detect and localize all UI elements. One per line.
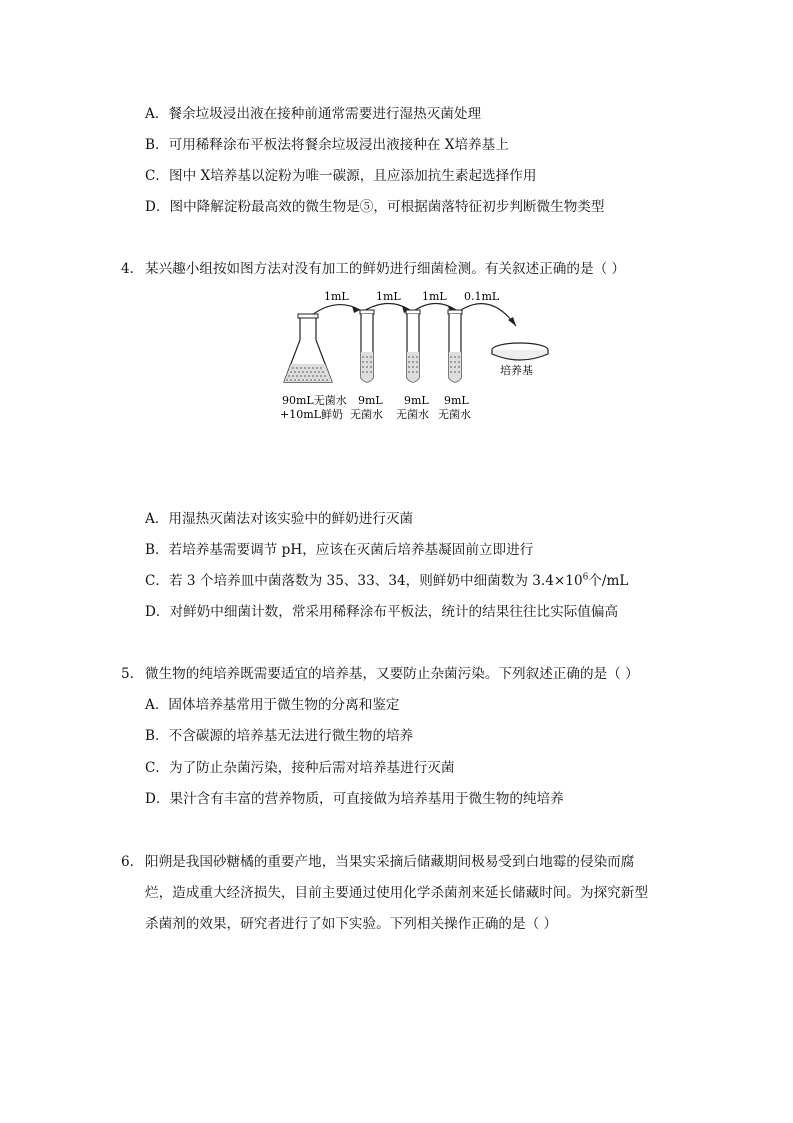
transfer-label-2: 1mL (376, 290, 401, 303)
tube3-label-2: 无菌水 (438, 408, 471, 421)
question-5-number: 5. (121, 666, 134, 682)
dilution-diagram (270, 282, 550, 422)
question-6-stem-line-2: 烂，造成重大经济损失，目前主要通过使用化学杀菌剂来延长储藏时间。为探究新型 (145, 885, 648, 901)
test-tube-3-icon (448, 310, 462, 382)
tube2-label-1: 9mL (404, 394, 429, 407)
q4-option-d: D．对鲜奶中细菌计数，常采用稀释涂布平板法，统计的结果往往比实际值偏高 (145, 604, 619, 620)
q4-option-c-text: C．若 3 个培养皿中菌落数为 35、33、34，则鲜奶中细菌数为 3.4×10 (145, 573, 583, 589)
transfer-label-4: 0.1mL (464, 290, 500, 303)
q5-option-a: A．固体培养基常用于微生物的分离和鉴定 (145, 697, 400, 713)
q4-option-c-unit: 个/mL (588, 573, 629, 589)
question-5-stem: 微生物的纯培养既需要适宜的培养基，又要防止杂菌污染。下列叙述正确的是（ ） (145, 666, 639, 682)
question-6-number: 6. (121, 854, 134, 870)
q5-option-c: C．为了防止杂菌污染，接种后需对培养基进行灭菌 (145, 760, 455, 776)
tube1-label-1: 9mL (358, 394, 383, 407)
petri-dish-icon (492, 343, 548, 360)
question-6-stem-line-3: 杀菌剂的效果，研究者进行了如下实验。下列相关操作正确的是（ ） (145, 916, 558, 932)
option-c: C．图中 X培养基以淀粉为唯一碳源，且应添加抗生素起选择作用 (145, 168, 537, 184)
option-d: D．图中降解淀粉最高效的微生物是⑤，可根据菌落特征初步判断微生物类型 (145, 199, 605, 215)
transfer-label-1: 1mL (324, 290, 349, 303)
q5-option-d: D．果汁含有丰富的营养物质，可直接做为培养基用于微生物的纯培养 (145, 791, 564, 807)
test-tube-1-icon (360, 310, 374, 382)
arrow-heads (352, 306, 516, 326)
tube3-label-1: 9mL (444, 394, 469, 407)
q4-option-b: B．若培养基需要调节 pH，应该在灭菌后培养基凝固前立即进行 (145, 542, 534, 558)
option-a: A．餐余垃圾浸出液在接种前通常需要进行湿热灭菌处理 (145, 106, 482, 122)
question-6-stem-line-1: 阳朔是我国砂糖橘的重要产地，当果实采摘后储藏期间极易受到白地霉的侵染而腐 (145, 854, 635, 870)
question-4-stem: 某兴趣小组按如图方法对没有加工的鲜奶进行细菌检测。有关叙述正确的是（ ） (145, 261, 626, 277)
flask-label-2: +10mL鲜奶 (280, 408, 343, 421)
q4-option-c-exponent: 6 (582, 572, 589, 583)
tube1-label-2: 无菌水 (350, 408, 383, 421)
flask-label-1: 90mL无菌水 (282, 394, 347, 407)
transfer-label-3: 1mL (422, 290, 447, 303)
question-4-number: 4. (121, 261, 134, 277)
test-tube-2-icon (406, 310, 420, 382)
option-b: B．可用稀释涂布平板法将餐余垃圾浸出液接种在 X培养基上 (145, 137, 509, 153)
q5-option-b: B．不含碳源的培养基无法进行微生物的培养 (145, 728, 414, 744)
dish-label: 培养基 (500, 364, 533, 377)
tube2-label-2: 无菌水 (396, 408, 429, 421)
q4-option-a: A．用湿热灭菌法对该实验中的鲜奶进行灭菌 (145, 511, 414, 527)
q4-option-c (145, 571, 628, 591)
flask-icon (284, 314, 332, 382)
